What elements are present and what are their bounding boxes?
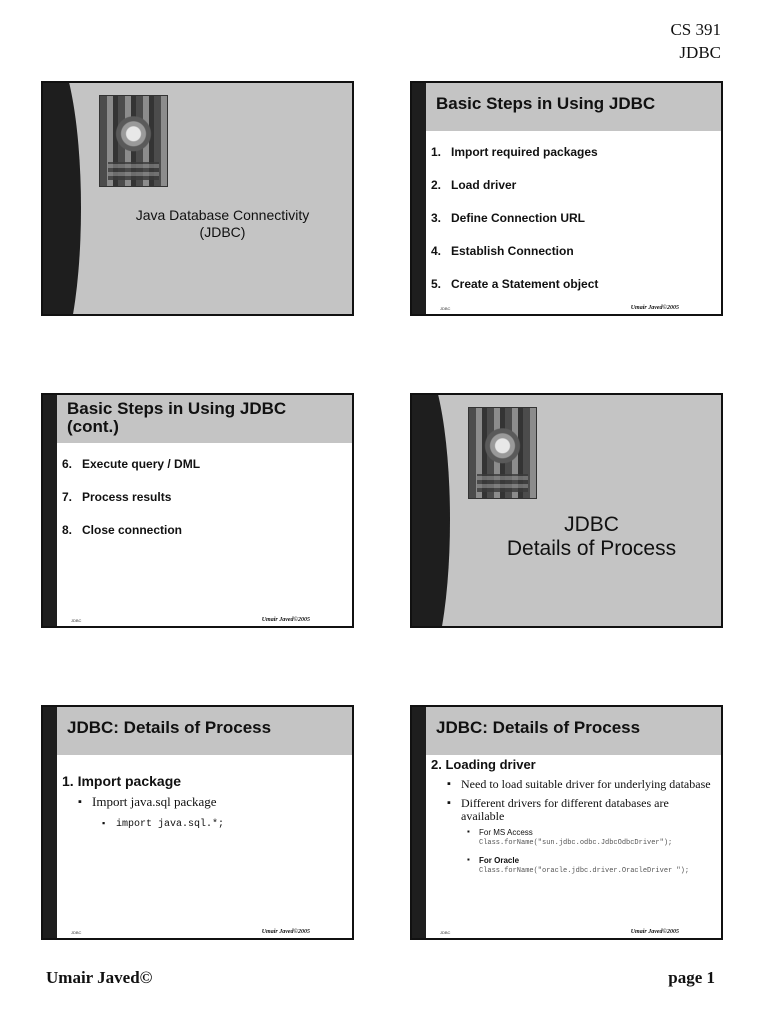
- slide-footer-author: Umair Javed©2005: [261, 617, 310, 623]
- section-heading: 1. Import package: [62, 773, 182, 789]
- slide-6: [410, 705, 723, 940]
- page-number: page 1: [668, 968, 715, 987]
- code-item: ▪ import java.sql.*;: [102, 819, 342, 830]
- slide-3: [41, 393, 354, 628]
- slide-2-title: Basic Steps in Using JDBC: [436, 94, 656, 113]
- slide-5: [41, 705, 354, 940]
- slide-footer-topic: JDBC: [71, 930, 82, 935]
- slide-3-title: Basic Steps in Using JDBC (cont.): [67, 399, 287, 436]
- step-item: 7. Process results: [62, 490, 172, 504]
- slide-1: [41, 81, 354, 316]
- slide-decoration: [410, 393, 450, 628]
- step-item: 8. Close connection: [62, 523, 183, 537]
- slide-5-title: JDBC: Details of Process: [67, 718, 272, 737]
- step-item: 4. Establish Connection: [431, 244, 574, 258]
- slide-1-title: Java Database Connectivity (JDBC): [135, 207, 310, 240]
- slide-6-title: JDBC: Details of Process: [436, 718, 641, 737]
- slide-footer-author: Umair Javed©2005: [630, 929, 679, 935]
- step-item: 6. Execute query / DML: [62, 457, 201, 471]
- slide-decoration: [41, 81, 81, 316]
- step-item: 5. Create a Statement object: [431, 277, 599, 291]
- slide-footer-author: Umair Javed©2005: [630, 305, 679, 311]
- slide-footer-topic: JDBC: [71, 618, 82, 623]
- step-item: 2. Load driver: [431, 178, 517, 192]
- code-line: Class.forName("oracle.jdbc.driver.OracleDriver ");: [479, 867, 690, 875]
- slide-5-body: [62, 773, 342, 920]
- globe-maze-image: [468, 407, 537, 499]
- slide-4-title: JDBC Details of Process: [506, 513, 677, 560]
- code-line: Class.forName("sun.jdbc.odbc.JdbcOdbcDriver");: [479, 839, 673, 847]
- step-item: 3. Define Connection URL: [431, 211, 585, 225]
- sub-bullet-item: ▪ For Oracle: [467, 856, 711, 865]
- step-item: 1. Import required packages: [431, 145, 598, 159]
- page-footer-author: Umair Javed©: [46, 968, 153, 987]
- globe-maze-image: [99, 95, 168, 187]
- bullet-item: ▪ Need to load suitable driver for underlying database: [447, 778, 711, 791]
- slide-footer-topic: JDBC: [440, 306, 451, 311]
- slide-3-body: [62, 457, 342, 608]
- bullet-item: ▪ Import java.sql package: [78, 795, 342, 809]
- course-topic: JDBC: [679, 43, 721, 62]
- section-heading: 2. Loading driver: [431, 757, 536, 772]
- slide-footer-topic: JDBC: [440, 930, 451, 935]
- slide-2: [410, 81, 723, 316]
- slide-6-body: [431, 757, 711, 920]
- course-code: CS 391: [670, 20, 721, 39]
- course-header: [670, 18, 721, 64]
- slide-4: [410, 393, 723, 628]
- slide-footer-author: Umair Javed©2005: [261, 929, 310, 935]
- bullet-item: ▪ Different drivers for different databases are available: [447, 797, 711, 823]
- sub-bullet-item: ▪ For MS Access: [467, 828, 711, 837]
- slide-2-body: [431, 145, 711, 296]
